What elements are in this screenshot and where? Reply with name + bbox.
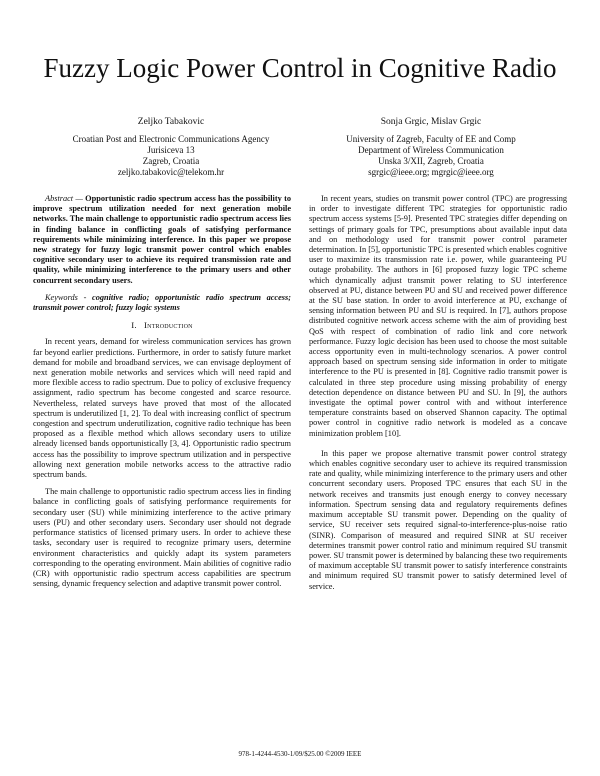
section-heading xyxy=(33,320,291,330)
keywords xyxy=(33,293,291,313)
paper-title: Fuzzy Logic Power Control in Cognitive Radio xyxy=(43,53,557,83)
author-name: Sonja Grgic, Mislav Grgic xyxy=(380,117,482,127)
abstract-text: Opportunistic radio spectrum access has the possibility to improve spectrum utilization needed for next generation mobile networks. The main challenge to opportunistic radio spectrum access lies in finding balance in conflicting goals of satisfying performance requirements while minimizing interference. In this paper we propose new strategy for fuzzy logic transmit power control which enables cognitive secondary user to achieve its required transmission rate and quality, while minimizing interference to the primary users and other concurrent secondary users. xyxy=(33,194,291,285)
abstract-lead: Abstract — xyxy=(45,194,83,203)
keywords-lead: Keywords - xyxy=(45,292,87,302)
author-affiliation-line: University of Zagreb, Faculty of EE and Comp xyxy=(346,134,516,144)
author-email: sgrgic@ieee.org; mgrgic@ieee.org xyxy=(368,167,494,177)
abstract xyxy=(33,194,291,286)
author-block-1 xyxy=(40,117,302,178)
section-title: Introduction xyxy=(144,320,193,331)
body-paragraph: The main challenge to opportunistic radio spectrum access lies in finding balance in conflicting goals of satisfying performance requirements for secondary user (SU) while minimizing interference to the active primary users (PU) and other secondary users. Secondary user should not degrade performance statistics of licensed primary users. In order to achieve these tasks, secondary user is required to recognize primary users, determine environment characteristics and quickly adapt its system parameters corresponding to the operating environment. Main abilities of cognitive radio (CR) with opportunistic radio spectrum access capabilities are spectrum sensing, dynamic frequency selection and adaptive transmit power control. xyxy=(33,487,291,589)
body-paragraph: In recent years, demand for wireless communication services has grown far beyond earlier predictions. Furthermore, in order to satisfy future market demand for mobile and broadband services, we can envisage deployment of next generation mobile networks and services which will need rapid and more flexible access to radio spectrum. Due to policy of exclusive frequency assignment, radio spectrum has become congested and scarce resource. Nevertheless, related surveys have proved that most of the allocated spectrum is underutilized [1, 2]. To deal with increasing conflict of spectrum congestion and spectrum underutilization, cognitive radio technique has been proposed as a flexible method which allows secondary users to utilize already licensed bands opportunistically [3, 4]. Opportunistic radio spectrum access has the possibility to improve spectrum utilization and in perspective allowing next generation mobile networks access to the attractive radio spectrum bands. xyxy=(33,337,291,480)
author-email: zeljko.tabakovic@telekom.hr xyxy=(117,167,225,177)
right-column xyxy=(309,194,567,599)
author-affiliation-line: Jurisiceva 13 xyxy=(147,145,195,155)
author-block-2 xyxy=(300,117,562,178)
author-affiliation-line: Department of Wireless Communication xyxy=(358,145,504,155)
section-number: I. xyxy=(131,320,137,331)
copyright-footer: 978-1-4244-4530-1/09/$25.00 ©2009 IEEE xyxy=(238,750,362,758)
author-affiliation-line: Croatian Post and Electronic Communications Agency xyxy=(72,134,270,144)
body-paragraph: In recent years, studies on transmit power control (TPC) are progressing in order to investigate different TPC strategies for opportunistic radio spectrum access systems [5-9]. Presented TPC strategies differ depending on settings of primary goals for TPC, presumptions about available input data and on methodology used for transmit power control parameter determination. In [5], opportunistic TPC is presented which enables cognitive user to maximize its transmission rate i.e. power, while guaranteeing PU outage probability. The authors in [6] proposed fuzzy logic TPC scheme which dynamically adjust transmit power relating to SU interference observed at PU, distance between PU and SU and received power difference at the SU base station. In order to avoid interference at PU, exchange of sensing information between PU and SU is required. In [7], authors propose distributed cognitive network access scheme with the aim of providing best QoS with respect of combination of radio link and core network performance. Fuzzy logic decision has been used to choose the most suitable access opportunity even in multi-technology scenarios. A power control approach based on spectrum sensing side information in order to mitigate interference to the PU is presented in [8]. Cognitive radio transmit power is calculated in three step procedure using missing probability of energy detection dependence on distance between PU and SU. In [9], the authors investigate the optimal power control with and without interference temperature constraints based on observed Shannon capacity. The optimal power control in cognitive radio network is modeled as a concave minimization problem [10]. xyxy=(309,194,567,438)
left-column xyxy=(33,194,291,596)
body-paragraph: In this paper we propose alternative transmit power control strategy which enables cognitive secondary user to achieve its required transmission rate and quality, while minimizing interference to the primary users and other concurrent secondary users. Proposed TPC ensures that each SU in the network receives and transmits just enough energy to convey necessary information. Spectrum sensing data and regulatory requirements defines maximum acceptable SU transmit power. Depending on the quality of service, SU receiver sets required signal-to-interference-plus-noise ratio (SINR). Comparison of measured and required SINR at SU receiver determines transmit power control ratio and minimum required SU transmit power. SU transmit power is determined by balancing these two requirements of maximum acceptable SU transmit power to satisfy interference constraints and minimum required SU transmit power to satisfy determined level of service. xyxy=(309,448,567,591)
author-affiliation-line: Unska 3/XII, Zagreb, Croatia xyxy=(378,156,484,166)
keywords-text: cognitive radio; opportunistic radio spectrum access; transmit power control; fuzzy logic systems xyxy=(33,292,291,313)
author-affiliation-line: Zagreb, Croatia xyxy=(142,156,200,166)
author-name: Zeljko Tabakovic xyxy=(137,117,205,127)
